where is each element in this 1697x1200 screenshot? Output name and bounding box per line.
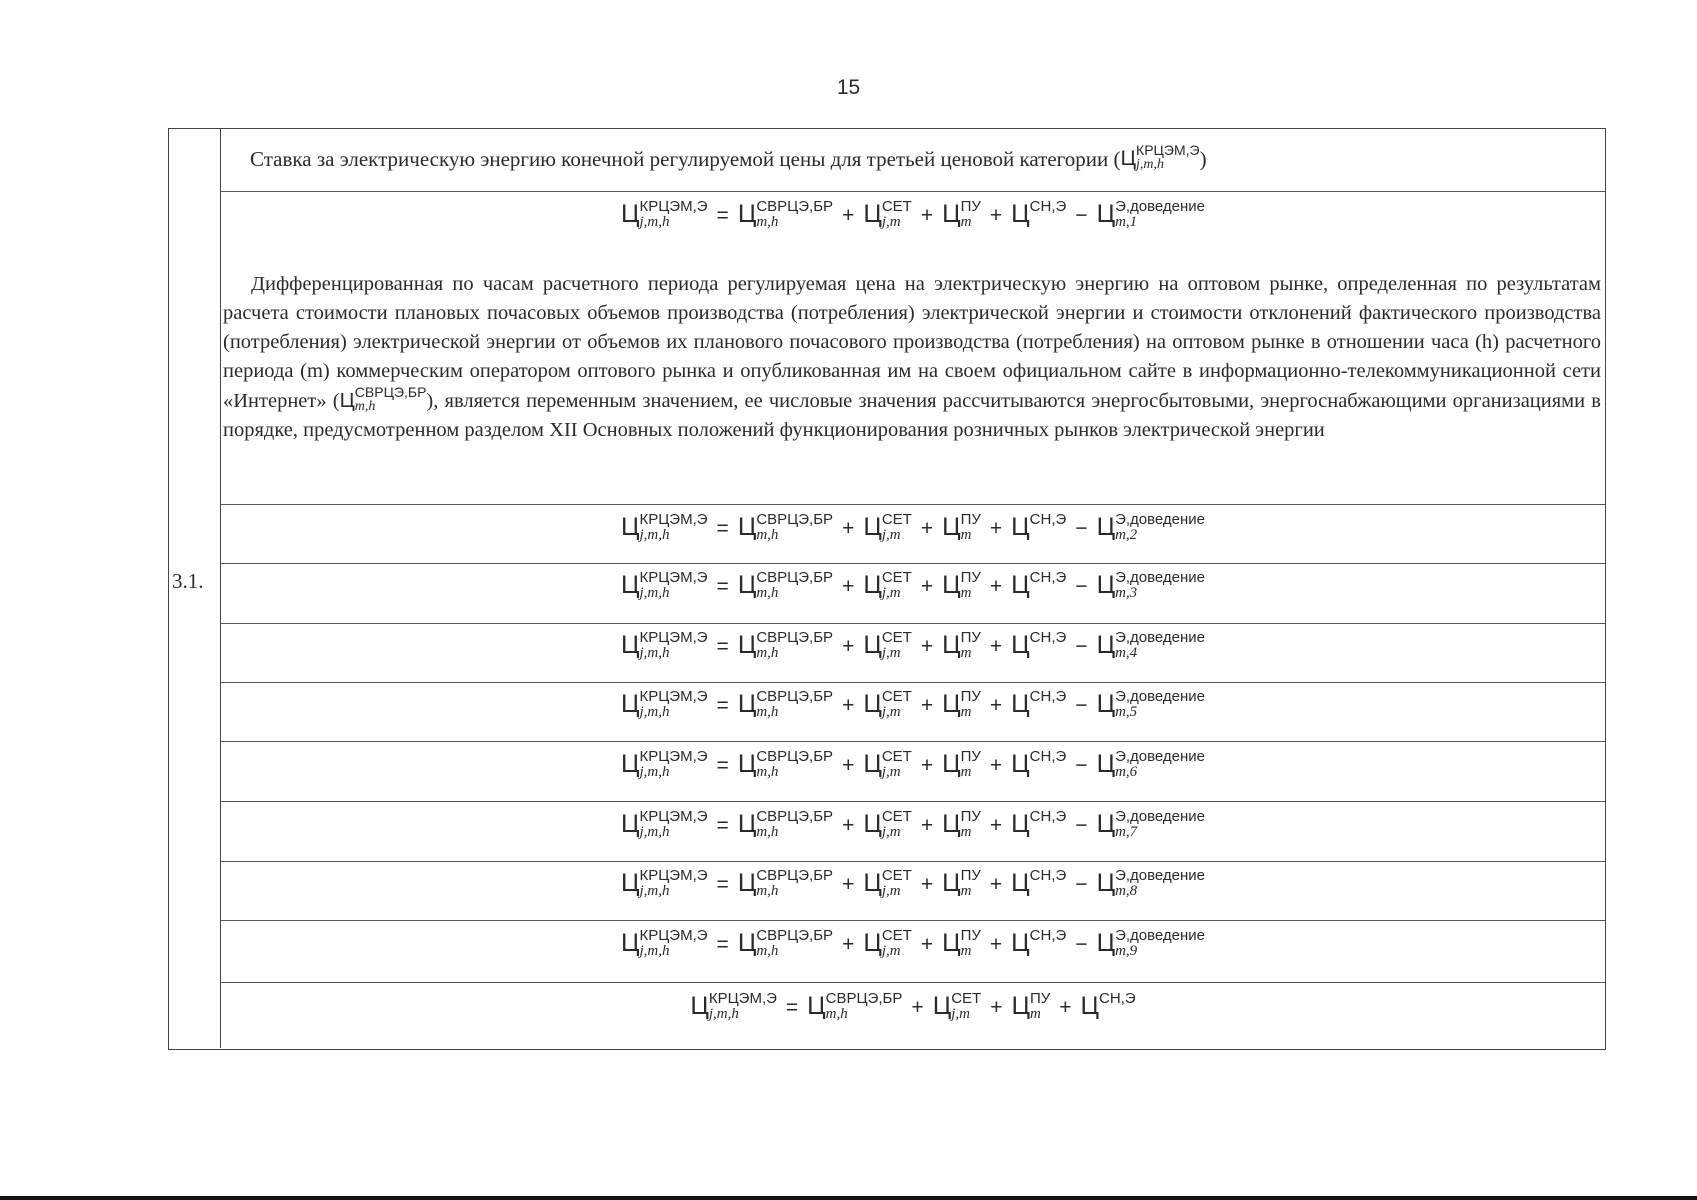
formula-term-reduction: Ц Э,доведение m,5	[1096, 687, 1206, 720]
formula-operator: +	[842, 635, 855, 658]
formula-term-sales: Ц СН,Э	[1011, 866, 1067, 897]
title-cell: Ставка за электрическую энергию конечной регулируемой цены для третьей ценовой категории ( Ц КРЦЭМ,Э j,m,h )	[250, 141, 1207, 172]
formula-operator: +	[920, 635, 934, 658]
formula-term-wholesale: Ц СВРЦЭ,БР m,h	[737, 807, 834, 840]
formula-lhs: Ц КРЦЭМ,Э j,m,h	[620, 866, 708, 899]
formula-operator: +	[1059, 996, 1072, 1019]
formula-row-final	[221, 989, 1605, 1024]
formula-operator: −	[1075, 517, 1088, 540]
formula-operator: −	[1075, 873, 1088, 896]
formula-term-grid: Ц СЕТ j,m	[863, 197, 912, 230]
formula-term-wholesale: Ц СВРЦЭ,БР m,h	[737, 926, 834, 959]
formula-term-grid: Ц СЕТ j,m	[863, 628, 912, 661]
formula-term-sales: Ц СН,Э	[1011, 568, 1067, 599]
formula-term-sales: Ц СН,Э	[1080, 989, 1136, 1020]
formula-term-infra: Ц ПУ m	[942, 628, 981, 661]
formula-term-reduction: Ц Э,доведение m,8	[1096, 866, 1206, 899]
formula-operator: +	[989, 204, 1003, 227]
page-number: 15	[836, 76, 861, 99]
formula-operator: +	[989, 814, 1003, 837]
formula-operator: +	[842, 575, 855, 598]
formula-operator: +	[989, 933, 1003, 956]
paragraph-symbol: Ц СВРЦЭ,БР m,h	[339, 384, 427, 415]
formula-term-sales: Ц СН,Э	[1011, 687, 1067, 718]
formula-operator: −	[1075, 575, 1088, 598]
divider	[221, 623, 1605, 624]
formula-operator: =	[716, 204, 729, 227]
formula-term-reduction: Ц Э,доведение m,2	[1096, 510, 1206, 543]
formula-operator: +	[990, 996, 1003, 1019]
formula-term-wholesale: Ц СВРЦЭ,БР m,h	[737, 510, 834, 543]
scan-edge	[0, 1196, 1697, 1200]
formula-lhs: Ц КРЦЭМ,Э j,m,h	[620, 687, 708, 720]
formula-operator: =	[716, 933, 729, 956]
formula-operator: +	[989, 754, 1003, 777]
formula-term-infra: Ц ПУ m	[1011, 989, 1051, 1022]
formula-row	[221, 568, 1605, 603]
formula-term-grid: Ц СЕТ j,m	[863, 866, 912, 899]
formula-term-reduction: Ц Э,доведение m,7	[1096, 807, 1206, 840]
formula-term-infra: Ц ПУ m	[942, 926, 981, 959]
formula-operator: +	[920, 933, 934, 956]
formula-term-infra: Ц ПУ m	[942, 866, 981, 899]
formula-operator: =	[716, 635, 729, 658]
title-symbol: Ц КРЦЭМ,Э j,m,h	[1120, 141, 1200, 172]
formula-term-wholesale: Ц СВРЦЭ,БР m,h	[737, 197, 834, 230]
formula-term-grid: Ц СЕТ j,m	[863, 807, 912, 840]
formula-operator: +	[920, 204, 934, 227]
paragraph-text-before: Дифференцированная по часам расчетного периода регулируемая цена на электрическую энергию на оптовом рынке, определенная по результатам расчета стоимости плановых почасовых объемов производства (потребления) электрической энергии и стоимости отклонений фактического производства (потребления) электрической энергии от объемов их планового почасового производства (потребления) на оптовом рынке в отношении часа (h) расчетного периода (m) коммерческим оператором оптового рынка и опубликованная им на своем официальном сайте в информационно-телекоммуникационной сети «Интернет» (	[223, 273, 1601, 412]
formula-term-infra: Ц ПУ m	[942, 568, 981, 601]
formula-operator: =	[716, 517, 729, 540]
row-number: 3.1.	[172, 569, 204, 593]
formula-term-sales: Ц СН,Э	[1011, 628, 1067, 659]
formula-operator: +	[842, 204, 855, 227]
formula-operator: +	[842, 517, 855, 540]
divider	[221, 563, 1605, 564]
formula-lhs: Ц КРЦЭМ,Э j,m,h	[620, 807, 708, 840]
formula-operator: =	[716, 814, 729, 837]
formula-operator: −	[1075, 694, 1088, 717]
formula-operator: +	[920, 694, 934, 717]
divider	[221, 682, 1605, 683]
formula-term-wholesale: Ц СВРЦЭ,БР m,h	[737, 628, 834, 661]
formula-term-infra: Ц ПУ m	[942, 747, 981, 780]
formula-term-infra: Ц ПУ m	[942, 687, 981, 720]
formula-term-infra: Ц ПУ m	[942, 197, 981, 230]
formula-term-reduction: Ц Э,доведение m,4	[1096, 628, 1206, 661]
formula-operator: −	[1075, 933, 1088, 956]
formula-lhs: Ц КРЦЭМ,Э j,m,h	[620, 747, 708, 780]
formula-operator: −	[1075, 635, 1088, 658]
formula-operator: +	[920, 575, 934, 598]
formula-term-infra: Ц ПУ m	[942, 807, 981, 840]
formula-operator: +	[989, 694, 1003, 717]
formula-operator: +	[842, 873, 855, 896]
formula-term-grid: Ц СЕТ j,m	[863, 568, 912, 601]
paragraph-text-after: ), является переменным значением, ее числовые значения рассчитываются энергосбытовыми, энергоснабжающими организациями в порядке, предусмотренном разделом XII Основных положений функционирования розничных рынков электрической энергии	[223, 390, 1601, 442]
formula-operator: +	[842, 694, 855, 717]
formula-operator: =	[716, 575, 729, 598]
formula-operator: −	[1075, 814, 1088, 837]
formula-operator: +	[989, 873, 1003, 896]
formula-term-sales: Ц СН,Э	[1011, 197, 1067, 228]
formula-row	[221, 926, 1605, 961]
formula-lhs: Ц КРЦЭМ,Э j,m,h	[620, 926, 708, 959]
formula-operator: =	[716, 694, 729, 717]
formula-term-grid: Ц СЕТ j,m	[932, 989, 982, 1022]
formula-operator: +	[920, 873, 934, 896]
divider	[221, 504, 1605, 505]
formula-operator: +	[842, 754, 855, 777]
formula-term-reduction: Ц Э,доведение m,1	[1096, 197, 1206, 230]
formula-term-reduction: Ц Э,доведение m,9	[1096, 926, 1206, 959]
formula-operator: =	[785, 996, 799, 1019]
divider	[221, 920, 1605, 921]
formula-operator: +	[842, 933, 855, 956]
formula-operator: +	[989, 575, 1003, 598]
formula-term-sales: Ц СН,Э	[1011, 747, 1067, 778]
formula-operator: +	[920, 814, 934, 837]
formula-term-sales: Ц СН,Э	[1011, 926, 1067, 957]
formula-operator: +	[989, 517, 1003, 540]
formula-lhs: Ц КРЦЭМ,Э j,m,h	[620, 510, 708, 543]
formula-term-wholesale: Ц СВРЦЭ,БР m,h	[737, 568, 834, 601]
formula-operator: +	[842, 814, 855, 837]
divider	[221, 801, 1605, 802]
formula-operator: =	[716, 873, 729, 896]
formula-row	[221, 197, 1605, 232]
divider	[221, 861, 1605, 862]
formula-operator: +	[989, 635, 1003, 658]
formula-row	[221, 510, 1605, 545]
formula-term-wholesale: Ц СВРЦЭ,БР m,h	[737, 747, 834, 780]
formula-term-grid: Ц СЕТ j,m	[863, 687, 912, 720]
formula-row	[221, 747, 1605, 782]
definition-paragraph	[223, 270, 1601, 445]
formula-term-grid: Ц СЕТ j,m	[863, 926, 912, 959]
formula-term-wholesale: Ц СВРЦЭ,БР m,h	[807, 989, 903, 1022]
formula-term-grid: Ц СЕТ j,m	[863, 747, 912, 780]
formula-term-wholesale: Ц СВРЦЭ,БР m,h	[737, 687, 834, 720]
formula-lhs: Ц КРЦЭМ,Э j,m,h	[690, 989, 777, 1022]
formula-operator: −	[1075, 204, 1088, 227]
formula-lhs: Ц КРЦЭМ,Э j,m,h	[620, 628, 708, 661]
formula-term-grid: Ц СЕТ j,m	[863, 510, 912, 543]
formula-row	[221, 866, 1605, 901]
formula-term-wholesale: Ц СВРЦЭ,БР m,h	[737, 866, 834, 899]
formula-operator: +	[920, 517, 934, 540]
formula-lhs: Ц КРЦЭМ,Э j,m,h	[620, 568, 708, 601]
formula-operator: =	[716, 754, 729, 777]
formula-term-sales: Ц СН,Э	[1011, 510, 1067, 541]
formula-term-infra: Ц ПУ m	[942, 510, 981, 543]
formula-term-reduction: Ц Э,доведение m,6	[1096, 747, 1206, 780]
formula-row	[221, 628, 1605, 663]
formula-term-sales: Ц СН,Э	[1011, 807, 1067, 838]
divider	[221, 982, 1605, 983]
divider	[221, 191, 1605, 192]
formula-lhs: Ц КРЦЭМ,Э j,m,h	[620, 197, 708, 230]
formula-row	[221, 687, 1605, 722]
formula-row	[221, 807, 1605, 842]
formula-operator: +	[911, 996, 924, 1019]
formula-operator: −	[1075, 754, 1088, 777]
title-text: Ставка за электрическую энергию конечной регулируемой цены для третьей ценовой категории (	[250, 146, 1121, 171]
formula-term-reduction: Ц Э,доведение m,3	[1096, 568, 1206, 601]
formula-operator: +	[920, 754, 934, 777]
divider	[221, 741, 1605, 742]
